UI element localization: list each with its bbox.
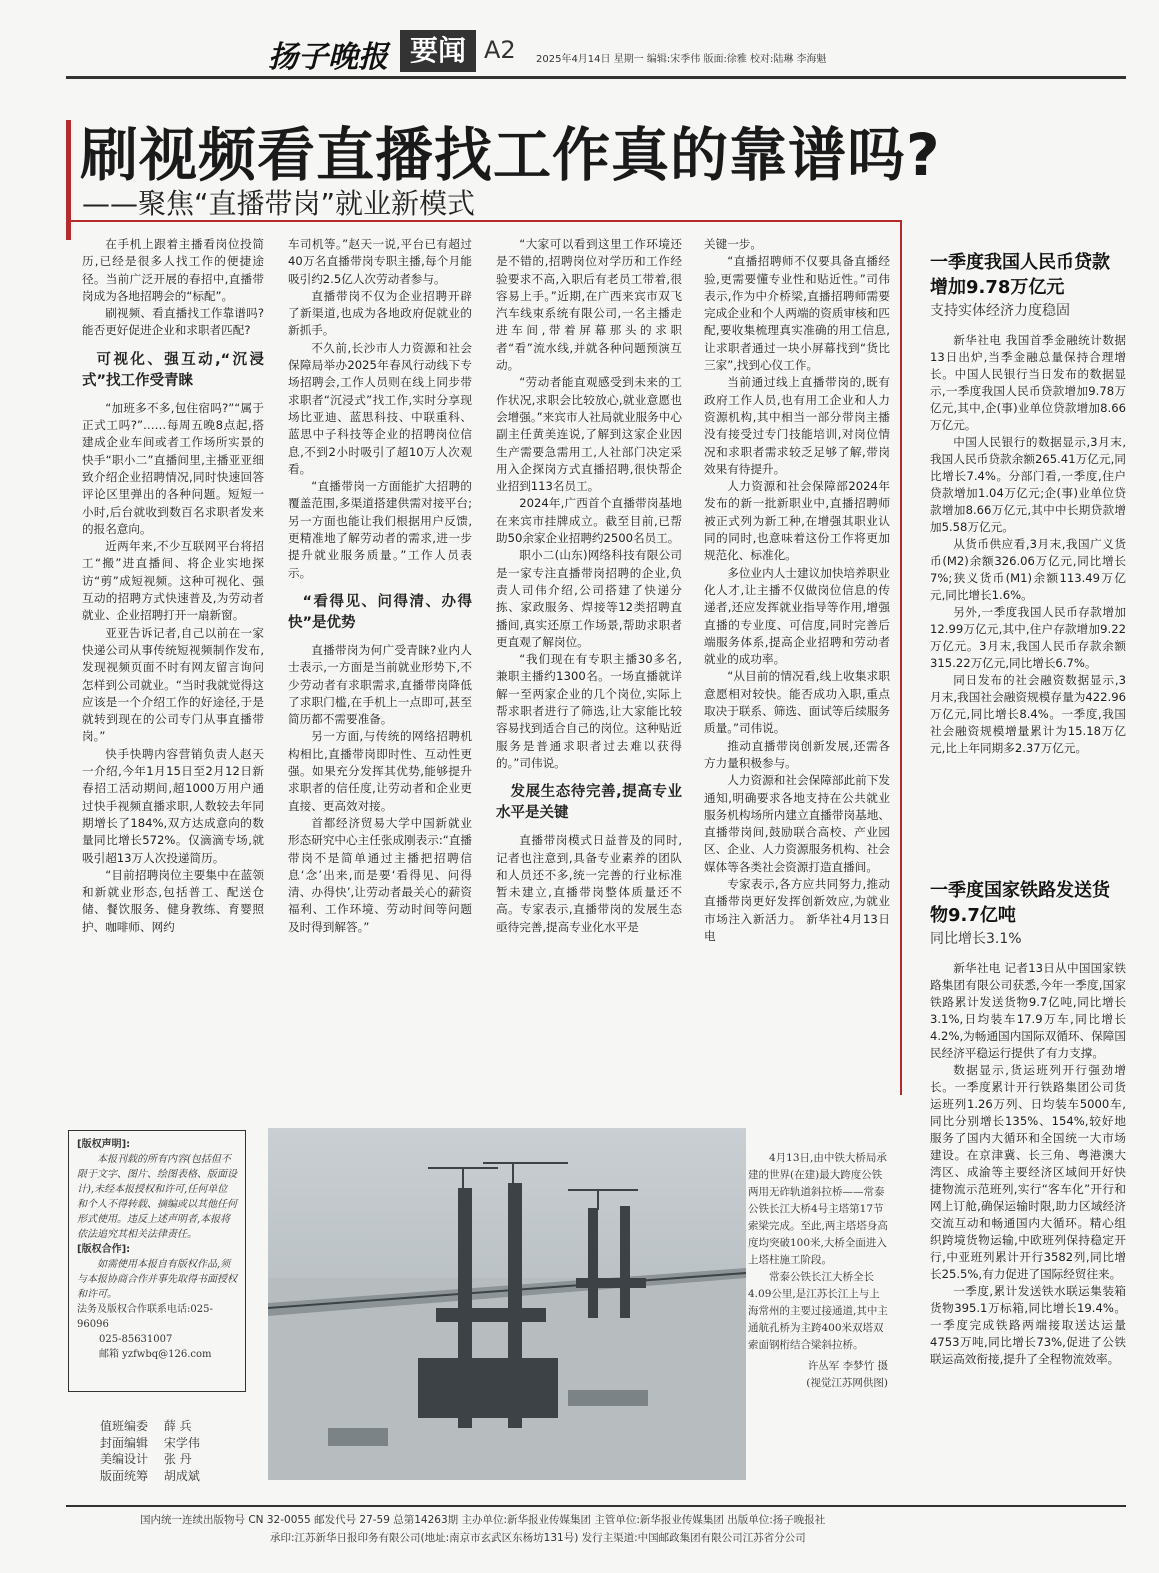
article-column-2 [288,236,472,1102]
paragraph: 不久前,长沙市人力资源和社会保障局举办2025年春风行动线下专场招聘会,工作人员则在线上同步带求职者“沉浸式”找工作,实时分享现场比亚迪、蓝思科技、中联重科、蓝思中子科技等企业的招聘岗位信息,不到2小时吸引了超10万人次观看。 [288,340,472,476]
paragraph: 亚亚告诉记者,自己以前在一家快递公司从事传统短视频制作发布,发现视频页面不时有网友留言询问怎样到公司就业。“当时我就觉得这应该是一个介绍工作的好途径,于是就转到现在的公司专门从事直播带岗。” [82,625,264,744]
paragraph: 当前通过线上直播带岗的,既有政府工作人员,也有用工企业和人力资源机构,其中相当一部分带岗主播没有接受过专门技能培训,对岗位情况和求职者需求较乏足够了解,带岗效果有待提升。 [704,375,890,476]
paragraph: 首都经济贸易大学中国新就业形态研究中心主任张成刚表示:“直播带岗不是简单通过主播把招聘信息‘念’出来,而是要‘看得见、问得清、办得快’,让劳动者最关心的薪资福利、工作环境、劳动时间等问题及时得到解答。” [288,815,472,934]
paragraph: 关键一步。 [704,237,762,251]
masthead-rule [66,76,1126,79]
paragraph: 人力资源和社会保障部此前下发通知,明确要求各地支持在公共就业服务机构场所内建立直播带岗基地、直播带岗间,鼓励联合高校、产业园区、企业、人力资源服务机构、社会媒体等各类社会资源打造直播间。 [704,773,890,874]
paragraph: 直播带岗模式日益普及的同时,记者也注意到,具备专业素养的团队和人员还不多,统一完善的行业标准暂未建立,直播带岗整体质量还不高。专家表示,直播带岗的发展生态亟待完善,提高专业化水平是 [496,833,682,934]
paragraph: 从货币供应看,3月末,我国广义货币(M2)余额326.06万亿元,同比增长7%;狭义货币(M1)余额113.49万亿元,同比增长1.6%。 [930,537,1126,602]
page-number: A2 [484,36,516,64]
paragraph: 直播带岗为何广受青睐?业内人士表示,一方面是当前就业形势下,不少劳动者有求职需求,直播带岗降低了求职门槛,在手机上一点即可,甚至简历都不需要准备。 [288,642,472,727]
paragraph: 另一方面,与传统的网络招聘机构相比,直播带岗即时性、互动性更强。如果充分发挥其优势,能够提升求职者的信任度,让劳动者和企业更直接、更高效对接。 [288,729,472,813]
side-story-subtitle: 支持实体经济力度稳固 [930,303,1070,319]
section-heading: 发展生态待完善,提高专业水平是关键 [496,784,682,822]
article-column-3 [496,236,682,1102]
paragraph: 在手机上跟着主播看岗位投简历,已经是很多人找工作的便捷途径。当前广泛开展的春招中,直播带岗成为各地招聘会的“标配”。 [82,237,264,303]
notice-heading: [版权合作]: [77,1244,131,1255]
paragraph: “目前招聘岗位主要集中在蓝领和新就业形态,包括普工、配送仓储、餐饮服务、健身教练、育婴照护、咖啡师、网约 [82,867,264,934]
paragraph: 数据显示,货运班列开行强劲增长。一季度累计开行铁路集团公司货运班列1.26万列、日均装车5000车,同比分别增长135%、154%,较好地服务了国内大循环和全国统一大市场建设。在京津冀、长三角、粤港澳大湾区、成渝等主要经济区域间开好快捷物流示范班列,实行“客车化”开行和网上订舱,确保运输时限,助力区域经济交流互动和畅通国内大循环。精心组织跨境货物运输,中欧班列保持稳定开行,中亚班列累计开行3582列,同比增长25.5%,有力促进了国际经贸往来。 [930,1063,1126,1281]
paragraph: 刷视频、看直播找工作靠谱吗?能否更好促进企业和求职者匹配? [82,306,264,338]
paragraph: 推动直播带岗创新发展,还需各方力量积极参与。 [704,738,890,770]
paragraph: “劳动者能直观感受到未来的工作状况,求职会比较放心,就业意愿也会增强。”来宾市人社局就业服务中心副主任黄美连说,了解到这家企业因生产需要急需用工,人社部门决定采用入企探岗方式直播招聘,很快帮企业招到113名员工。 [496,375,682,494]
notice-heading: [版权声明]: [77,1139,131,1150]
paragraph: “直播带岗一方面能扩大招聘的覆盖范围,多渠道搭建供需对接平台;另一方面也能让我们根据用户反馈,更精准地了解劳动者的需求,进一步提升就业服务质量。”工作人员表示。 [288,479,472,580]
footer-printing-info: 承印:江苏新华日报印务有限公司(地址:南京市玄武区东杨坊131号) 发行主渠道:中国邮政集团有限公司江苏省分公司 [270,1532,806,1544]
staff-row: 美编设计 张 丹 [100,1452,192,1466]
side-story-title: 一季度我国人民币贷款增加9.78万亿元 [930,252,1110,298]
bridge-photo [268,1128,746,1480]
notice-phone: 025-85631007 [99,1334,173,1345]
notice-email: 邮箱 yzfwbq@126.com [99,1349,212,1360]
photo-caption [748,1150,888,1392]
paragraph: “我们现在有专职主播30多名,兼职主播约1300名。一场直播就详解一至两家企业的几个岗位,实际上帮求职者进行了筛选,让大家能比较容易找到适合自己的岗位。这种贴近服务是普通求职者过去难以获得的。”司伟说。 [496,652,682,770]
page-headline: 刷视频看直播找工作真的靠谱吗? [80,121,941,189]
section-heading: 可视化、强互动,“沉浸式”找工作受青睐 [82,351,264,389]
section-heading: “看得见、问得清、办得快”是优势 [288,593,472,631]
paragraph: 职小二(山东)网络科技有限公司是一家专注直播带岗招聘的企业,负责人司伟介绍,公司搭建了快递分拣、家政服务、焊接等12类招聘直播间,真实还原工作场景,帮助求职者更直观了解岗位。 [496,548,682,649]
newspaper-logo: 扬子晚报 [268,40,388,75]
article-top-rule [66,220,902,222]
issue-line: 2025年4月14日 星期一 编辑:宋季伟 版面:徐雅 校对:陆琳 李海魁 [536,54,827,65]
notice-contact: 法务及版权合作联系电话:025-96096 [77,1304,213,1330]
notice-text: 本报刊载的所有内容(包括但不限于文字、图片、绘图表格、版面设计),未经本报授权和许可,任何单位和个人不得转载、摘编或以其他任何形式使用。违反上述声明者,本报将依法追究其相关法律责任。 [77,1154,237,1240]
photo-credit-source: (视觉江苏网供图) [806,1377,888,1389]
page-subhead: ——聚焦“直播带岗”就业新模式 [82,187,476,220]
paragraph: “从目前的情况看,线上收集求职意愿相对较快。能否成功入职,重点取决于联系、筛选、面试等后续服务质量。”司伟说。 [704,669,890,736]
headline-bracket [66,120,71,240]
paragraph: 另外,一季度我国人民币存款增加12.99万亿元,其中,住户存款增加9.22万亿元。3月末,我国人民币存款余额315.22万亿元,同比增长6.7%。 [930,605,1126,670]
paragraph: 一季度,累计发送铁水联运集装箱货物395.1万标箱,同比增长19.4%。一季度完成铁路两端接取送达运量4753万吨,同比增长73%,促进了公铁联运高效衔接,提升了全程物流效率。 [930,1284,1126,1366]
paragraph: “直播招聘师不仅要具备直播经验,更需要懂专业性和贴近性。”司伟表示,作为中介桥梁,直播招聘师需要完成企业和个人两端的资质审核和匹配,要收集梳理真实准确的用工信息,让求职者通过一块小屏幕找到“货比三家”,找到心仪工作。 [704,254,890,373]
caption-text: 4月13日,由中铁大桥局承建的世界(在建)最大跨度公铁两用无砟轨道斜拉桥——常泰公铁长江大桥4号主塔第17节索梁完成。至此,两主塔塔身高度均突破100米,大桥全面进入上塔柱施工阶段。 [748,1152,888,1266]
footer-rule [66,1505,1126,1507]
side-story-title: 一季度国家铁路发送货物9.7亿吨 [930,880,1110,926]
article-column-4 [704,236,890,1102]
staff-row: 版面统筹 胡成斌 [100,1468,200,1483]
paragraph: 快手快聘内容营销负责人赵天一介绍,今年1月15日至2月12日新春招工活动期间,超1000万用户通过快手视频直播求职,人数较去年同期增长了184%,双方达成意向的数量同比增长572%。仅滴滴专场,就吸引超13万人次投递简历。 [82,746,264,865]
paragraph: 车司机等。”赵天一说,平台已有超过40万名直播带岗专职主播,每个月能吸引约2.5亿人次劳动者参与。 [288,237,472,286]
paragraph: “加班多不多,包住宿吗?”“属于正式工吗?”……每周五晚8点起,搭建成企业车间或者工作场所实景的快手“职小二”直播间里,主播亚亚细致介绍企业招聘情况,同时快速回答评论区里弹出的各种问题。短短一小时,后台就收到数百名求职者发来的报名意向。 [82,400,264,536]
paragraph: 中国人民银行的数据显示,3月末,我国人民币贷款余额265.41万亿元,同比增长7.4%。分部门看,一季度,住户贷款增加1.04万亿元;企(事)业单位贷款增加8.66万亿元,其中中长期贷款增加5.58万亿元。 [930,435,1126,534]
staff-row: 值班编委 薛 兵 [100,1419,192,1433]
section-tag: 要闻 [400,30,476,72]
article-column-1 [82,236,264,1102]
article-side-rule [900,220,902,1095]
side-story-loans [930,250,1126,870]
copyright-notice [68,1130,246,1392]
paragraph: 新华社电 记者13日从中国国家铁路集团有限公司获悉,今年一季度,国家铁路累计发送货物9.7亿吨,同比增长3.1%,日均装车17.9万车,同比增长4.2%,为畅通国内国际双循环、保障国民经济平稳运行提供了有力支撑。 [930,961,1126,1060]
paragraph: 近两年来,不少互联网平台将招工“搬”进直播间、将企业实地探访“剪”成短视频。这种可视化、强互动的招聘方式快速普及,为劳动者就业、企业招聘打开一扇新窗。 [82,539,264,623]
paragraph: 专家表示,各方应共同努力,推动直播带岗更好发挥创新效应,为就业市场注入新活力。 新华社4月13日电 [704,876,890,943]
side-story-subtitle: 同比增长3.1% [930,931,1022,947]
side-story-railway [930,878,1126,1500]
notice-text: 如需使用本报自有版权作品,须与本报协商合作并事先取得书面授权和许可。 [77,1259,237,1300]
paragraph: 直播带岗不仅为企业招聘开辟了新渠道,也成为各地政府促就业的新抓手。 [288,288,472,338]
bridge-illustration [268,1128,746,1480]
paragraph: 人力资源和社会保障部2024年发布的新一批新职业中,直播招聘师被正式列为新工种,在增强其职业认同的同时,也意味着这份工作将更加规范化、标准化。 [704,479,890,563]
footer-publication-info: 国内统一连续出版物号 CN 32-0055 邮发代号 27-59 总第14263期 主办单位:新华报业传媒集团 主管单位:新华报业传媒集团 出版单位:扬子晚报社 [140,1514,826,1526]
paragraph: 多位业内人士建议加快培养职业化人才,让主播不仅做岗位信息的传递者,还应发挥就业指导等作用,增强直播的专业度、可信度,同时完善后端服务体系,提高企业招聘和劳动者就业的成功率。 [704,565,890,667]
paragraph: 同日发布的社会融资数据显示,3月末,我国社会融资规模存量为422.96万亿元,同比增长8.4%。一季度,我国社会融资规模增量累计为15.18万亿元,比上年同期多2.37万亿元。 [930,673,1126,755]
paragraph: 2024年,广西首个直播带岗基地在来宾市挂牌成立。截至目前,已帮助50余家企业招聘约2500名员工。 [496,496,682,546]
paragraph: “大家可以看到这里工作环境还是不错的,招聘岗位对学历和工作经验要求不高,入职后有老员工带着,很容易上手。”近期,在广西来宾市双飞汽车线束系统有限公司,一名主播走进车间,带着屏幕那头的求职者“看”流水线,并就各种问题预演互动。 [496,237,682,373]
photo-credit: 许丛军 李梦竹 摄 [807,1360,888,1372]
caption-text: 常泰公铁长江大桥全长4.09公里,是江苏长江上与上海常州的主要过接通道,其中主通航孔桥为主跨400米双塔双索面钢桁结合梁斜拉桥。 [748,1271,888,1351]
staff-credits [100,1418,200,1484]
paragraph: 新华社电 我国首季金融统计数据13日出炉,当季金融总量保持合理增长。中国人民银行当日发布的数据显示,一季度我国人民币贷款增加9.78万亿元,其中,企(事)业单位贷款增加8.66万亿元。 [930,333,1126,432]
staff-row: 封面编辑 宋学伟 [100,1435,200,1450]
